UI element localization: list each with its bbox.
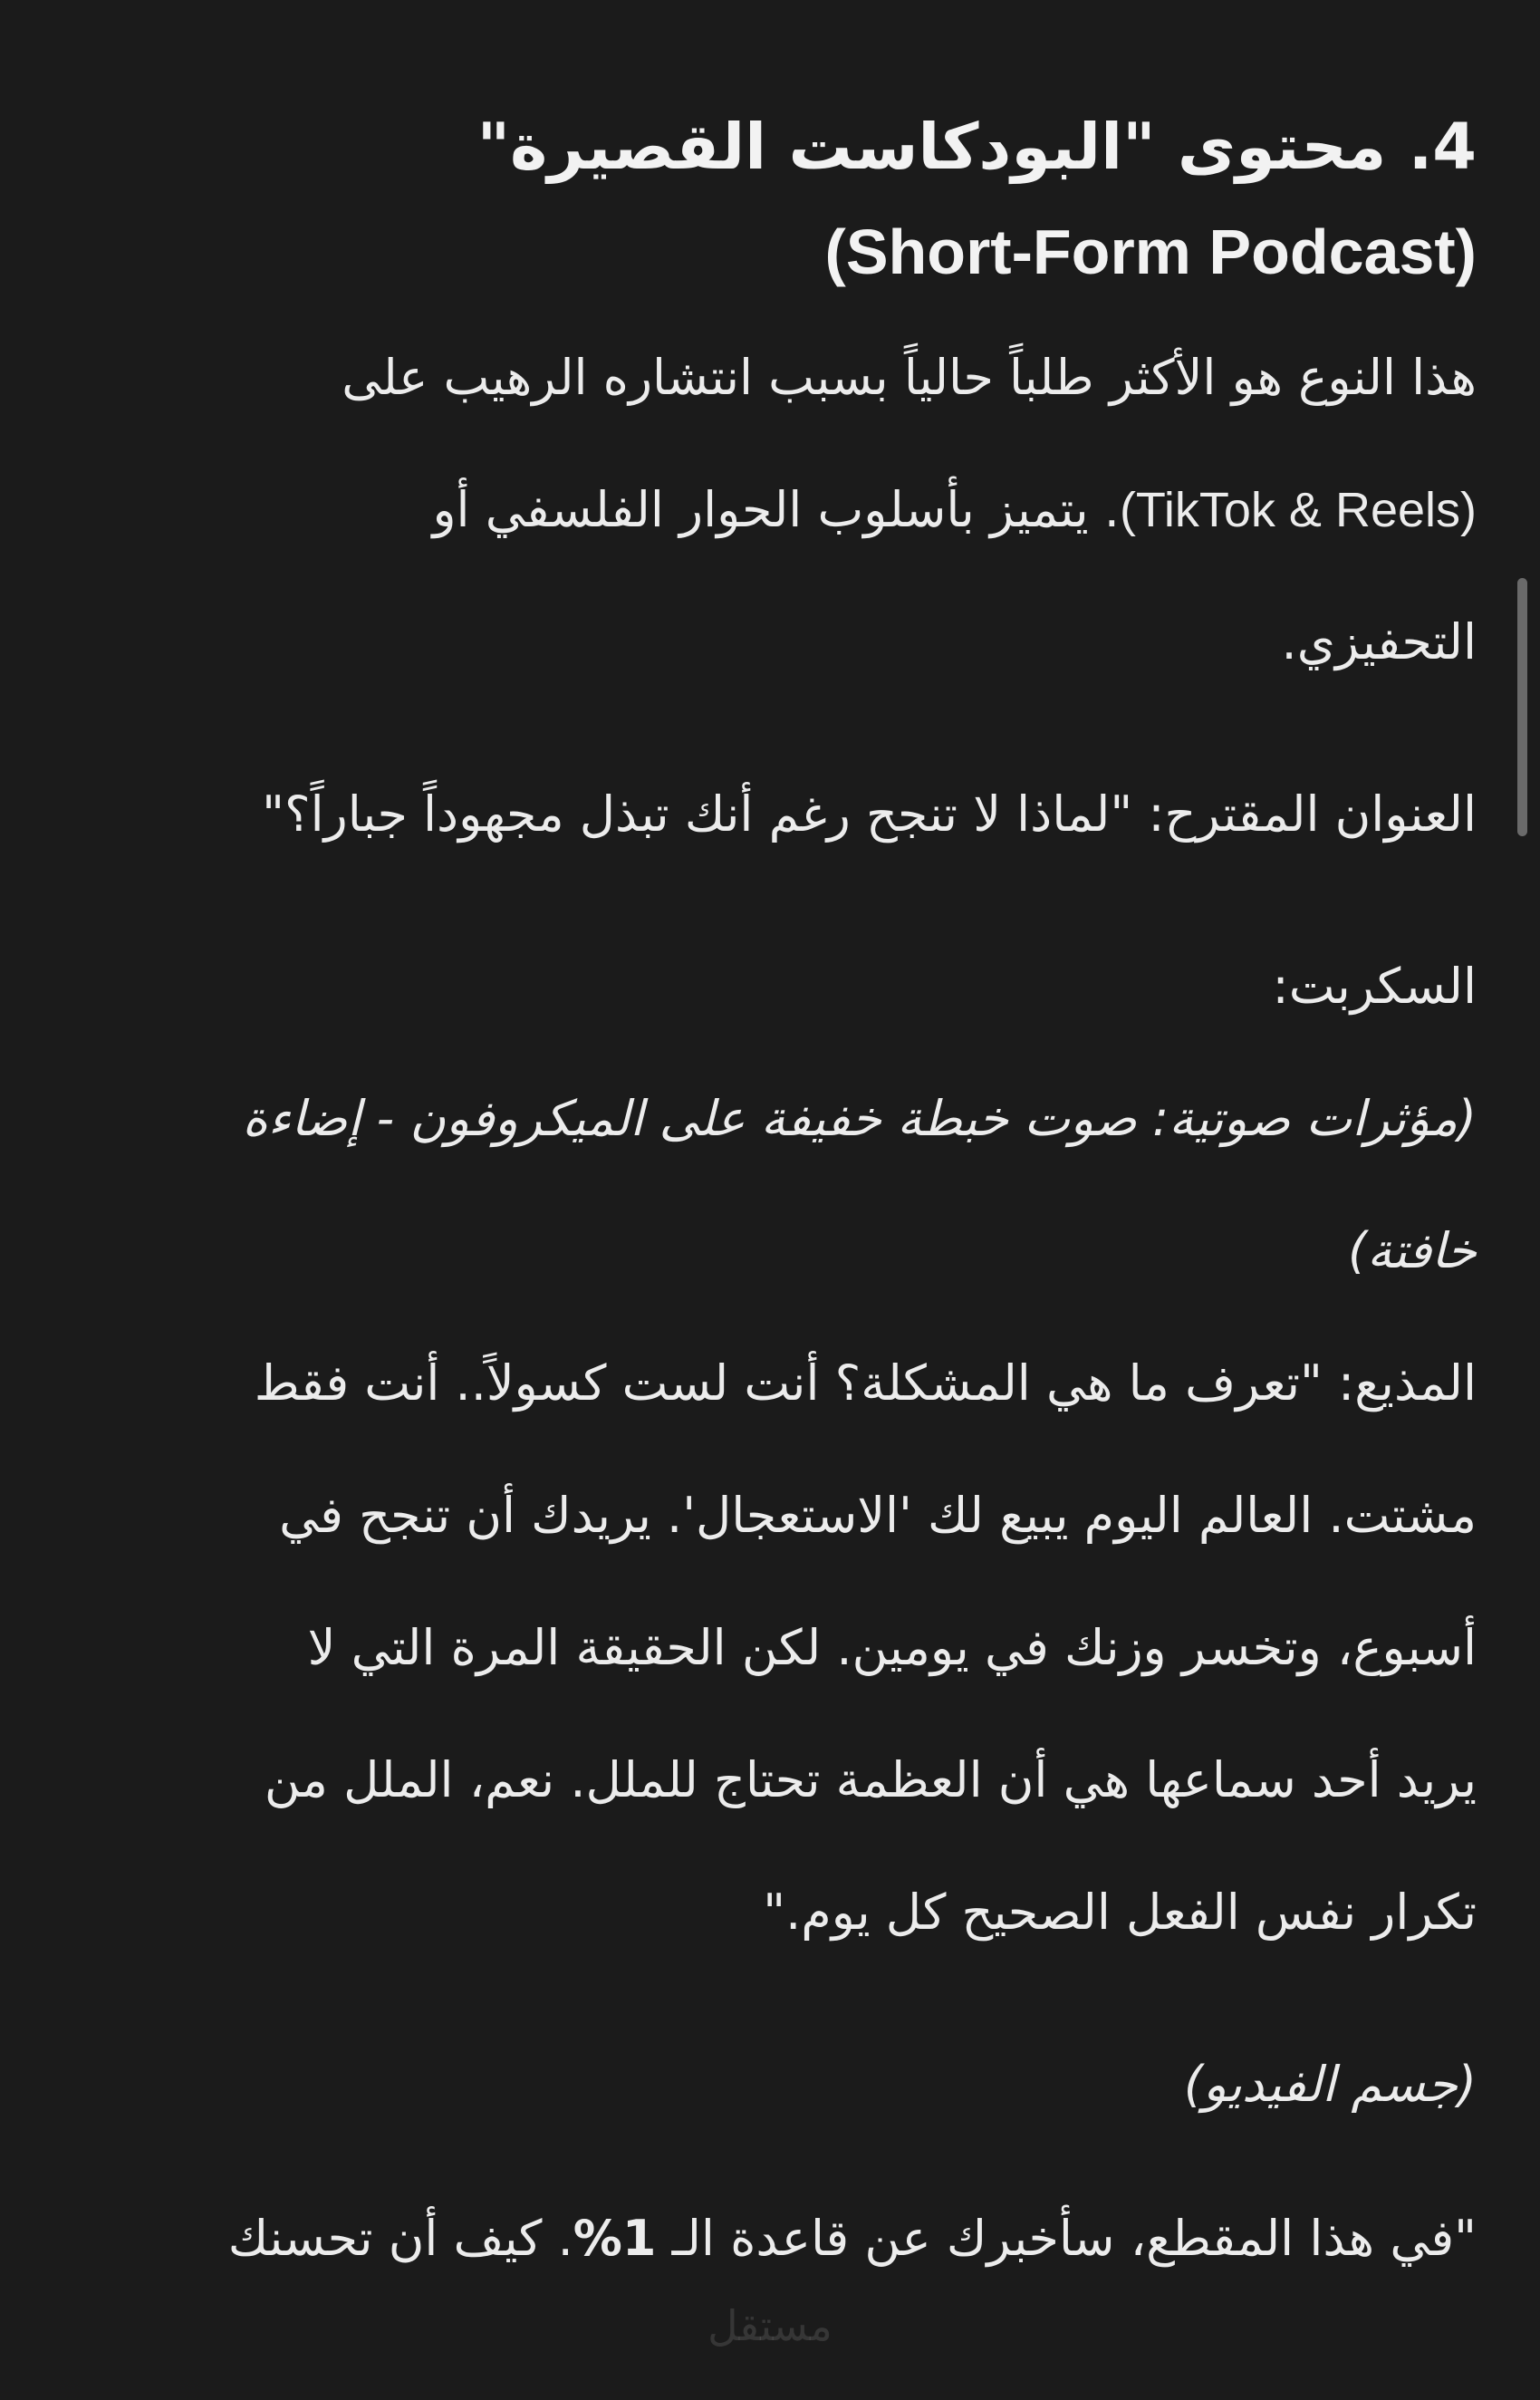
sound-cue-line-2: خافتة) [1348, 1222, 1477, 1279]
closing-line: "في هذا المقطع، سأخبرك عن قاعدة الـ 1%. كيف أن تحسنك [227, 2210, 1477, 2267]
video-body-label: (جسم الفيديو) [1183, 2056, 1477, 2113]
suggested-title: العنوان المقترح: "لماذا لا تنجح رغم أنك تبذل مجهوداً جباراً؟" [262, 786, 1477, 843]
script-label: السكربت: [1272, 958, 1477, 1015]
intro-line-3: التحفيزي. [1281, 613, 1477, 670]
intro-line-1: هذا النوع هو الأكثر طلباً حالياً بسبب انتشاره الرهيب على [342, 349, 1477, 406]
intro-line-2: (TikTok & Reels). يتميز بأسلوب الحوار الفلسفي أو [432, 481, 1477, 538]
intro-paragraph [54, 312, 1477, 708]
announcer-line-3: أسبوع، وتخسر وزنك في يومين. لكن الحقيقة المرة التي لا [307, 1619, 1477, 1676]
one-percent-rule: 1% [573, 2210, 657, 2267]
platforms-label: (TikTok & Reels) [1119, 483, 1477, 537]
watermark-logo: مستقل [707, 2301, 833, 2350]
article-content [54, 0, 1477, 2305]
section-heading [54, 0, 1477, 304]
heading-line-1: 4. محتوى "البودكاست القصيرة" [476, 110, 1477, 184]
announcer-line-1: المذيع: "تعرف ما هي المشكلة؟ أنت لست كسولاً.. أنت فقط [254, 1354, 1477, 1412]
scrollbar-thumb[interactable] [1517, 578, 1527, 836]
heading-line-2: (Short-Form Podcast) [824, 217, 1477, 287]
announcer-line-4: يريد أحد سماعها هي أن العظمة تحتاج للملل. نعم، الملل من [264, 1751, 1477, 1808]
announcer-line-2: مشتت. العالم اليوم يبيع لك 'الاستعجال'. يريدك أن تنجح في [279, 1487, 1477, 1544]
sound-cue-line-1: (مؤثرات صوتية: صوت خبطة خفيفة على الميكروفون - إضاءة [242, 1090, 1477, 1147]
sound-cue [54, 1053, 1477, 1317]
announcer-line-5: تكرار نفس الفعل الصحيح كل يوم." [763, 1884, 1477, 1941]
announcer-paragraph [54, 1317, 1477, 1979]
